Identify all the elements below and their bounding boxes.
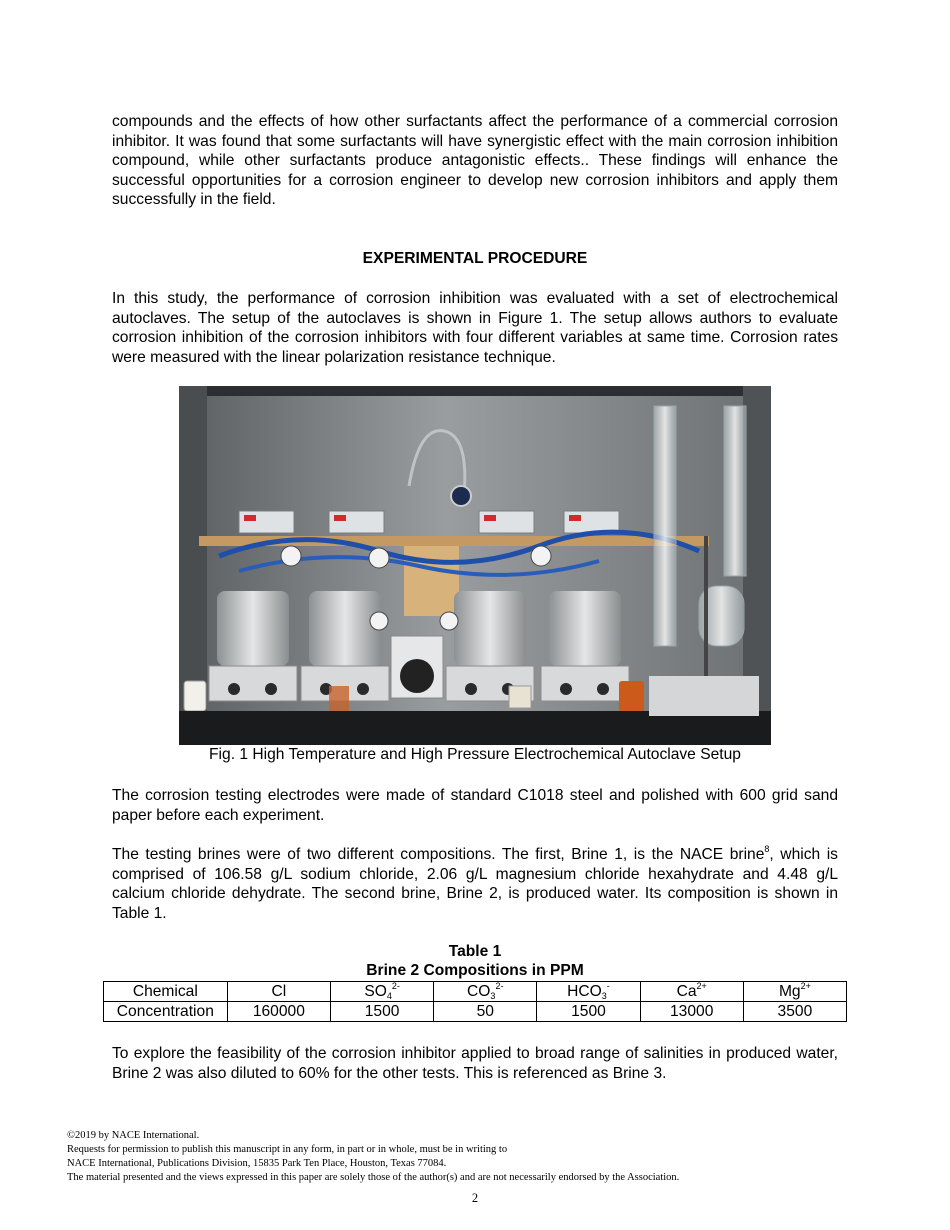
value-cl: 160000 (227, 1002, 330, 1022)
header-co3: $CO_3^{2-}$ (434, 982, 537, 1002)
autoclave-setup-photo (179, 386, 771, 745)
value-hco3: 1500 (537, 1002, 640, 1022)
header-chemical: Chemical (104, 982, 228, 1002)
value-co3: 50 (434, 1002, 537, 1022)
intro-paragraph: compounds and the effects of how other surfactants affect the performance of a commercial corrosion inhibitor. It was found that some surfactants will have synergistic effect with the main corrosion inhibition compound, while other surfactants produce antagonistic effects.. These findings will enhance the successful opportunities for a corrosion engineer to develop new corrosion inhibitors and apply them successfully in the field. (112, 113, 838, 209)
header-concentration: Concentration (104, 1002, 228, 1022)
header-mg: $Mg^{2+}$ (743, 982, 846, 1002)
section-heading: EXPERIMENTAL PROCEDURE (362, 250, 588, 267)
brines-text-1: The testing brines were of two different compositions. The first, Brine 1, is the NACE brine (112, 846, 765, 863)
header-ca: $Ca^{2+}$ (640, 982, 743, 1002)
salinity-paragraph: To explore the feasibility of the corrosion inhibitor applied to broad range of salinities in produced water, Brine 2 was also diluted to 60% for the other tests. This is referenced as Brine 3. (112, 1045, 838, 1082)
header-cl: Cl (227, 982, 330, 1002)
footer-line-2: Requests for permission to publish this manuscript in any form, in part or in whole, must be in writing to (67, 1144, 508, 1155)
figure-caption: Fig. 1 High Temperature and High Pressure Electrochemical Autoclave Setup (209, 746, 741, 763)
header-so4: $SO_4^{2-}$ (331, 982, 434, 1002)
footer-line-4: The material presented and the views expressed in this paper are solely those of the author(s) and are not necessarily endorsed by the Association. (67, 1172, 680, 1183)
procedure-paragraph: In this study, the performance of corrosion inhibition was evaluated with a set of electrochemical autoclaves. The setup of the autoclaves is shown in Figure 1. The setup allows authors to evaluate corrosion inhibition of the corrosion inhibitors with four different variables at same time. Corrosion rates were measured with the linear polarization resistance technique. (112, 290, 838, 366)
table-header-row (104, 982, 847, 1002)
electrodes-paragraph: The corrosion testing electrodes were made of standard C1018 steel and polished with 600 grid sand paper before each experiment. (112, 787, 838, 824)
brine-composition-table (103, 981, 847, 1022)
copyright-footer (67, 1129, 679, 1185)
table-row (104, 1002, 847, 1022)
page-number: 2 (471, 1191, 479, 1205)
value-so4: 1500 (331, 1002, 434, 1022)
reference-8: 8 (764, 844, 770, 854)
brines-paragraph (112, 845, 838, 923)
footer-line-3: NACE International, Publications Division, 15835 Park Ten Place, Houston, Texas 77084. (67, 1158, 447, 1169)
value-mg: 3500 (743, 1002, 846, 1022)
table-label: Table 1 (448, 943, 502, 960)
table-title: Brine 2 Compositions in PPM (366, 962, 584, 979)
value-ca: 13000 (640, 1002, 743, 1022)
footer-line-1: ©2019 by NACE International. (67, 1130, 200, 1141)
header-hco3: $HCO_3^-$ (537, 982, 640, 1002)
brines-text-2: , which is comprised of 106.58 g/L sodium chloride, 2.06 g/L magnesium chloride hexahydrate and 4.48 g/L calcium chloride dehydrate. The second brine, Brine 2, is produced water. Its composition is shown in Table 1. (112, 846, 838, 922)
